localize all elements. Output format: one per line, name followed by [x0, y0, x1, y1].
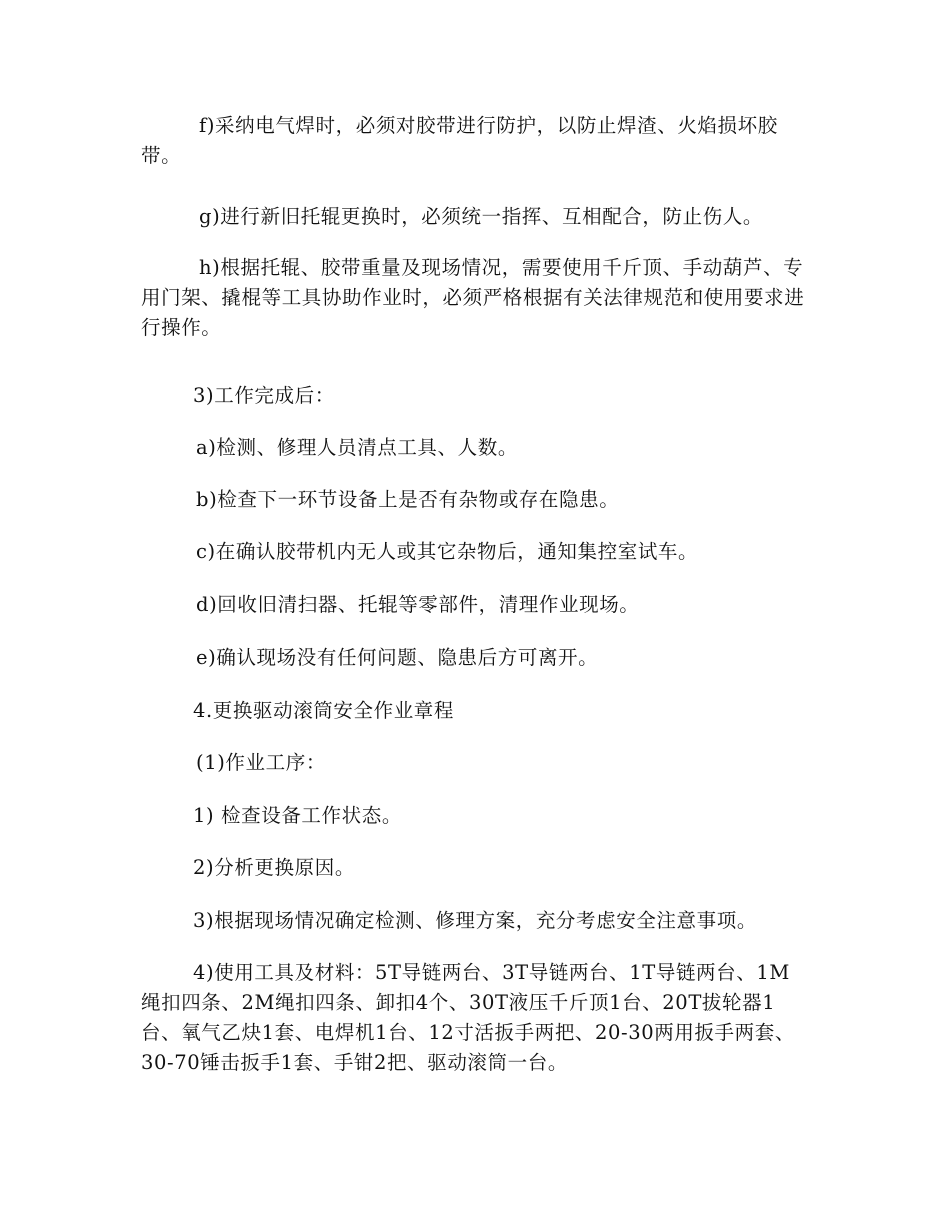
- paragraph-g: g)进行新旧托辊更换时，必须统一指挥、互相配合，防止伤人。: [199, 205, 763, 228]
- paragraph-c: c)在确认胶带机内无人或其它杂物后，通知集控室试车。: [196, 540, 699, 563]
- paragraph-d: d)回收旧清扫器、托辊等零部件，清理作业现场。: [196, 593, 640, 616]
- step-2: 2)分析更换原因。: [193, 856, 355, 879]
- section-heading-3: 3)工作完成后：: [193, 384, 335, 407]
- paragraph-h: h)根据托辊、胶带重量及现场情况，需要使用千斤顶、手动葫芦、专用门架、撬棍等工具协助作业时，必须严格根据有关法律规范和使用要求进行操作。: [141, 256, 805, 339]
- step-1: 1) 检查设备工作状态。: [193, 804, 402, 827]
- subsection-heading-1: (1)作业工序：: [196, 751, 326, 774]
- paragraph-b: b)检查下一环节设备上是否有杂物或存在隐患。: [196, 488, 620, 511]
- section-heading-4: 4.更换驱动滚筒安全作业章程: [193, 699, 455, 722]
- paragraph-e: e)确认现场没有任何问题、隐患后方可离开。: [196, 646, 599, 669]
- paragraph-f: f)采纳电气焊时，必须对胶带进行防护，以防止焊渣、火焰损坏胶带。: [141, 114, 778, 167]
- paragraph-a: a)检测、修理人员清点工具、人数。: [196, 436, 518, 459]
- step-3: 3)根据现场情况确定检测、修理方案，充分考虑安全注意事项。: [193, 909, 757, 932]
- step-4-tools-materials: 4)使用工具及材料：5T导链两台、3T导链两台、1T导链两台、1M绳扣四条、2M绳扣四条、卸扣4个、30T液压千斤顶1台、20T拔轮器1台、氧气乙炔1套、电焊机1台、12寸活扳手两把、20-30两用扳手两套、30-70锤击扳手1套、手钳2把、驱动滚筒一台。: [141, 961, 795, 1074]
